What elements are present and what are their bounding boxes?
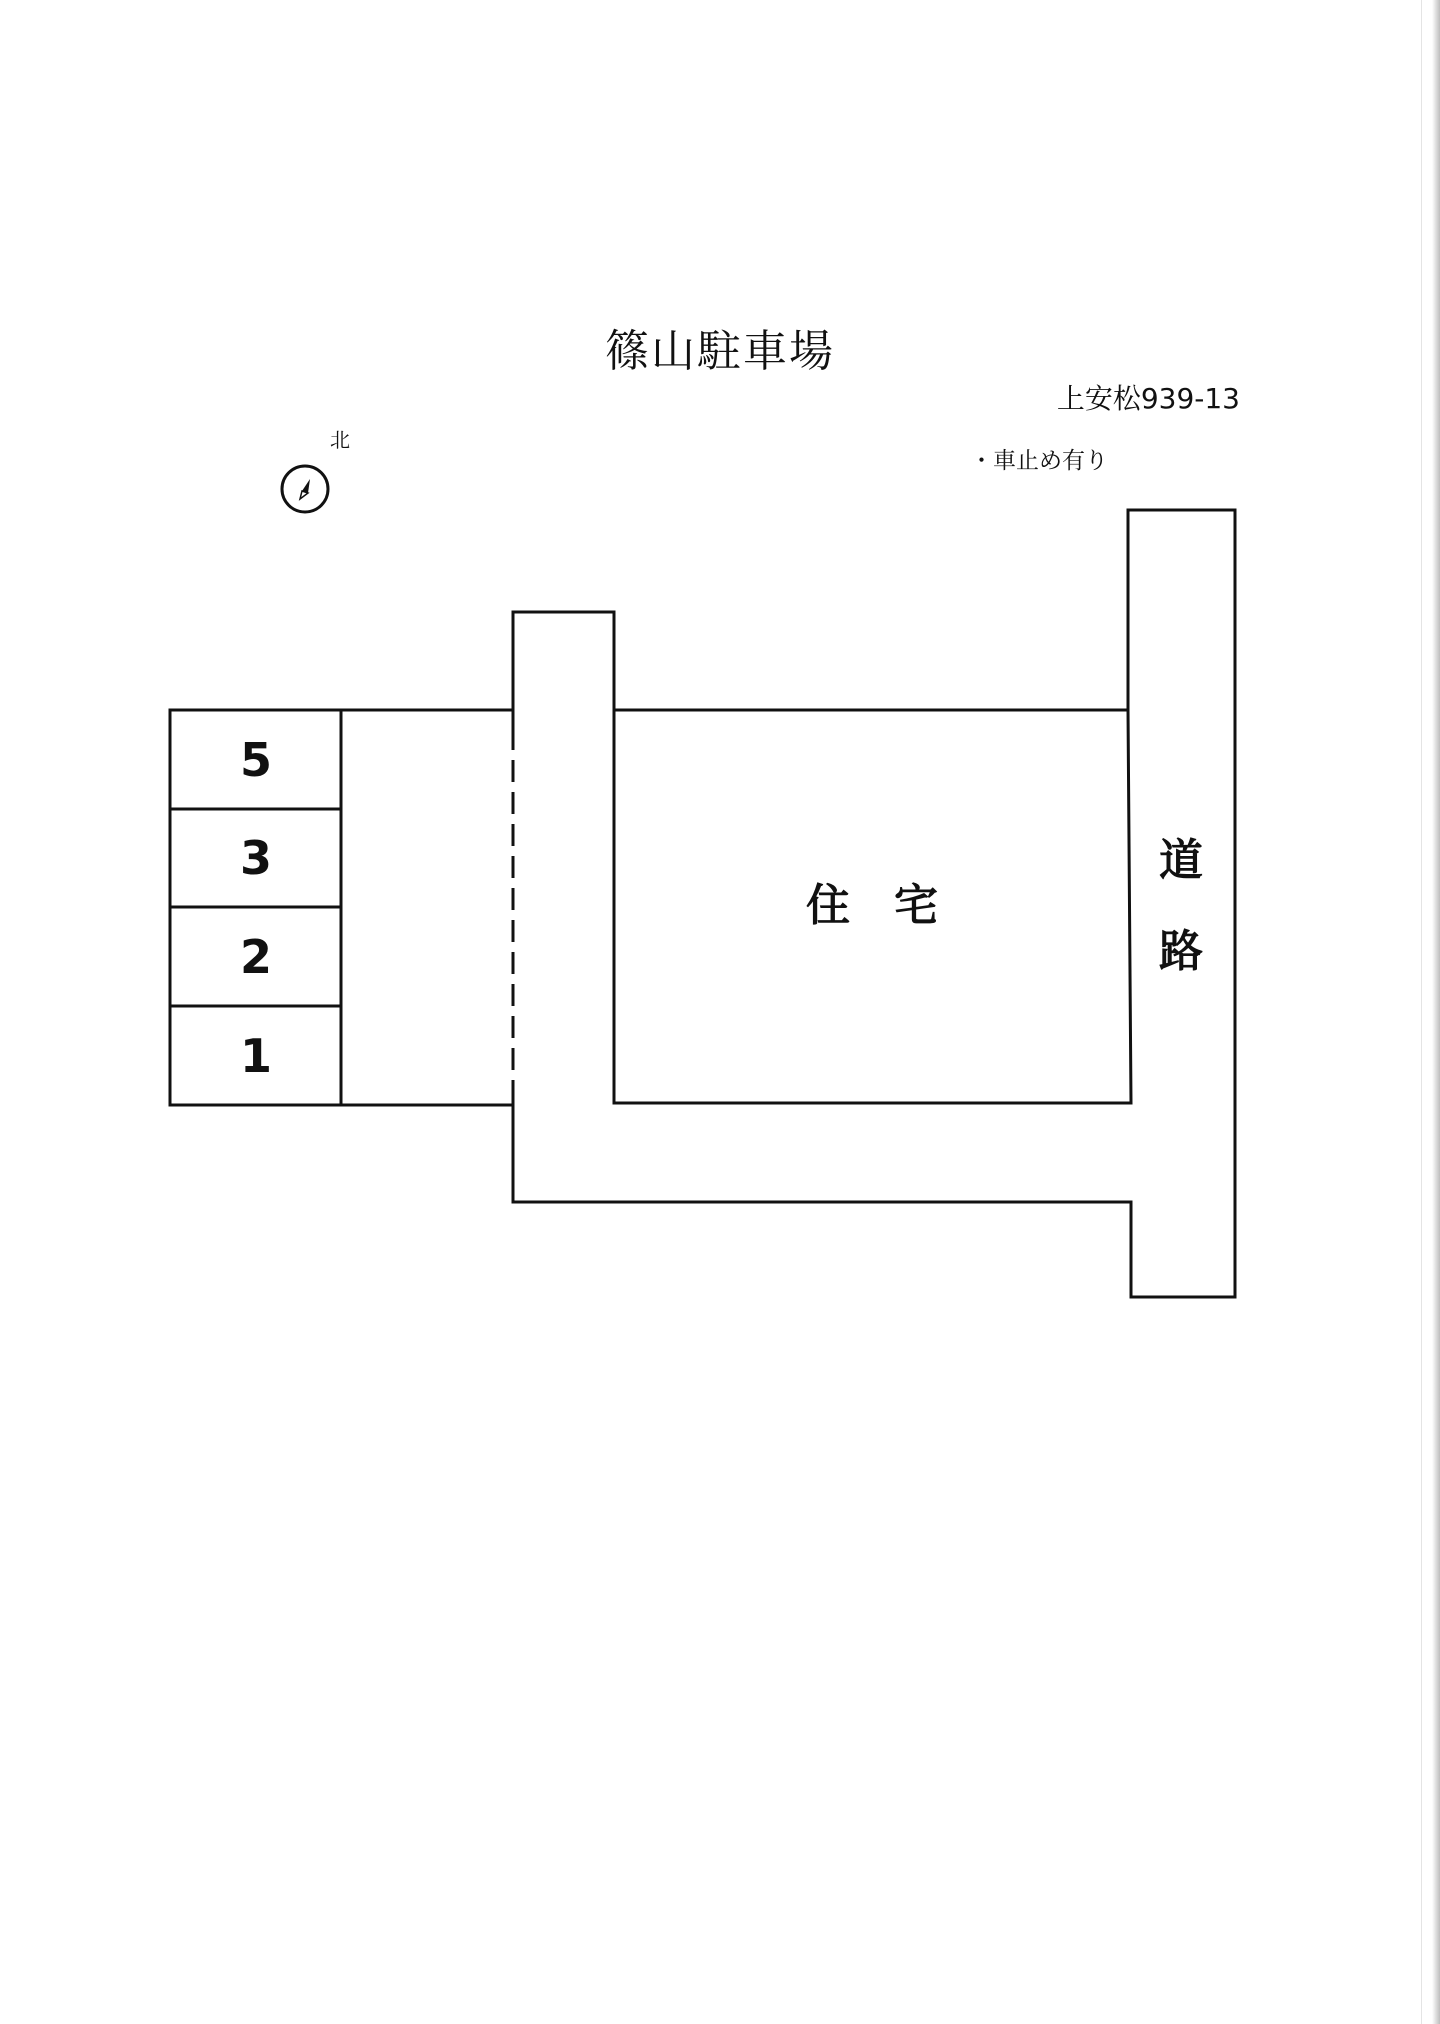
parking-space-3: 3	[239, 831, 273, 885]
page-title: 篠山駐車場	[605, 326, 835, 377]
road-label-bottom: 路	[1159, 926, 1203, 977]
north-label: 北	[330, 428, 350, 452]
wheel-stop-note: ・車止め有り	[970, 448, 1108, 474]
house-label: 住 宅	[806, 880, 938, 931]
road-label-top: 道	[1159, 835, 1203, 886]
parking-space-2: 2	[239, 930, 273, 984]
address-label: 上安松939-13	[1056, 382, 1240, 415]
parking-space-1: 1	[239, 1029, 273, 1083]
parking-space-5: 5	[239, 733, 273, 787]
access-driveway	[513, 612, 614, 728]
